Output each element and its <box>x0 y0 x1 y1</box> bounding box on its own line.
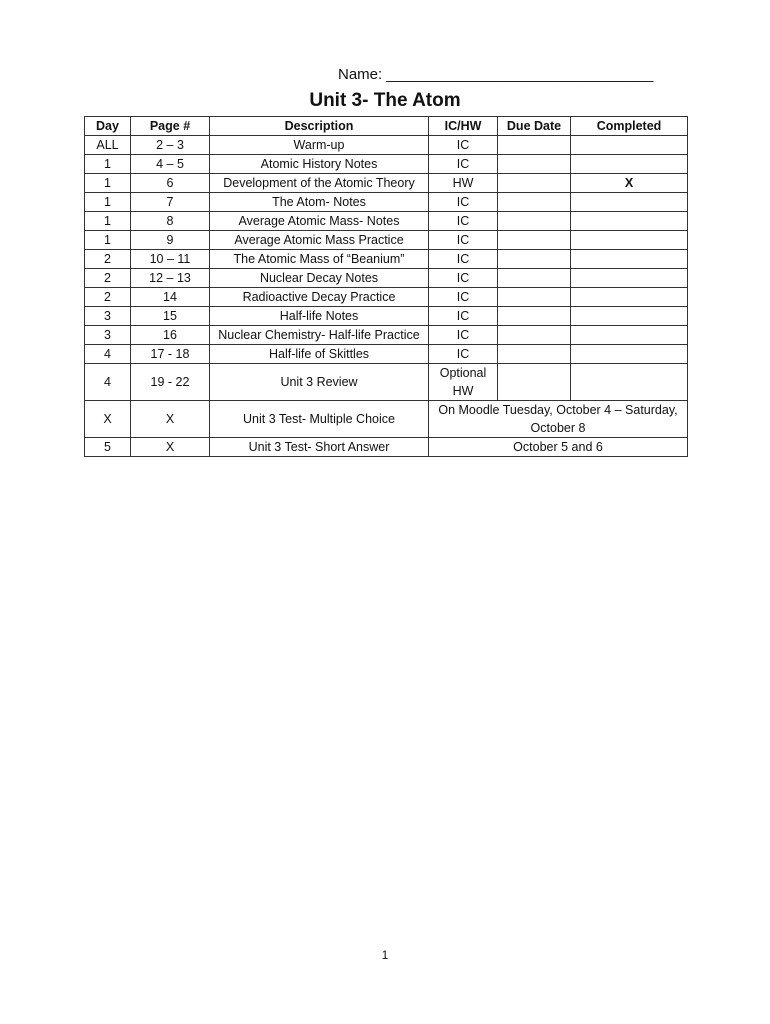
cell-description: Nuclear Chemistry- Half-life Practice <box>210 326 429 345</box>
cell-test-schedule-note: October 5 and 6 <box>429 438 688 457</box>
cell-day: 3 <box>85 326 131 345</box>
cell-day: X <box>85 401 131 438</box>
cell-description: Average Atomic Mass Practice <box>210 231 429 250</box>
cell-ichw: IC <box>429 269 498 288</box>
cell-description: Nuclear Decay Notes <box>210 269 429 288</box>
table-row <box>85 345 688 364</box>
cell-page: 15 <box>131 307 210 326</box>
table-row <box>85 136 688 155</box>
cell-page: 14 <box>131 288 210 307</box>
cell-ichw: IC <box>429 231 498 250</box>
cell-ichw: IC <box>429 307 498 326</box>
table-row <box>85 174 688 193</box>
column-header-due-date: Due Date <box>498 117 571 136</box>
cell-day: 1 <box>85 155 131 174</box>
cell-page: 12 – 13 <box>131 269 210 288</box>
cell-due-date <box>498 288 571 307</box>
cell-ichw: IC <box>429 155 498 174</box>
cell-due-date <box>498 269 571 288</box>
cell-ichw: IC <box>429 345 498 364</box>
table-row <box>85 307 688 326</box>
cell-day: 1 <box>85 231 131 250</box>
cell-day: 1 <box>85 193 131 212</box>
cell-page: 2 – 3 <box>131 136 210 155</box>
cell-due-date <box>498 364 571 401</box>
cell-due-date <box>498 231 571 250</box>
cell-page: 6 <box>131 174 210 193</box>
cell-page: 9 <box>131 231 210 250</box>
cell-completed <box>571 288 688 307</box>
cell-completed <box>571 231 688 250</box>
cell-due-date <box>498 155 571 174</box>
cell-day: 3 <box>85 307 131 326</box>
cell-page: 10 – 11 <box>131 250 210 269</box>
cell-completed <box>571 345 688 364</box>
cell-page: 17 - 18 <box>131 345 210 364</box>
table-row <box>85 250 688 269</box>
cell-due-date <box>498 307 571 326</box>
cell-day: 2 <box>85 288 131 307</box>
cell-completed <box>571 193 688 212</box>
cell-completed <box>571 307 688 326</box>
cell-ichw: IC <box>429 212 498 231</box>
cell-test-schedule-note: On Moodle Tuesday, October 4 – Saturday, October 8 <box>429 401 688 438</box>
assignment-table <box>84 116 688 457</box>
table-row <box>85 231 688 250</box>
table-header-row <box>85 117 688 136</box>
column-header-day: Day <box>85 117 131 136</box>
title-text: Unit 3- The Atom <box>309 90 461 111</box>
table-row <box>85 193 688 212</box>
cell-completed <box>571 250 688 269</box>
cell-description: The Atom- Notes <box>210 193 429 212</box>
cell-day: 1 <box>85 212 131 231</box>
cell-due-date <box>498 174 571 193</box>
test-row <box>85 401 688 438</box>
table-row <box>85 155 688 174</box>
cell-description: Average Atomic Mass- Notes <box>210 212 429 231</box>
cell-completed <box>571 364 688 401</box>
cell-day: 2 <box>85 269 131 288</box>
cell-description: Half-life of Skittles <box>210 345 429 364</box>
cell-page: 19 - 22 <box>131 364 210 401</box>
cell-ichw: IC <box>429 250 498 269</box>
cell-description: Warm-up <box>210 136 429 155</box>
table-row <box>85 326 688 345</box>
cell-ichw: IC <box>429 136 498 155</box>
table-row <box>85 364 688 401</box>
cell-day: ALL <box>85 136 131 155</box>
cell-due-date <box>498 136 571 155</box>
cell-ichw: Optional HW <box>429 364 498 401</box>
cell-ichw: IC <box>429 193 498 212</box>
cell-page: 4 – 5 <box>131 155 210 174</box>
cell-day: 1 <box>85 174 131 193</box>
cell-due-date <box>498 250 571 269</box>
cell-completed <box>571 326 688 345</box>
cell-due-date <box>498 326 571 345</box>
page-title <box>0 90 770 112</box>
column-header-page: Page # <box>131 117 210 136</box>
column-header-completed: Completed <box>571 117 688 136</box>
page-number: 1 <box>381 948 389 962</box>
cell-due-date <box>498 193 571 212</box>
cell-page: X <box>131 401 210 438</box>
name-field-label: Name: ________________________________ <box>338 66 654 83</box>
cell-description: Atomic History Notes <box>210 155 429 174</box>
cell-description: Radioactive Decay Practice <box>210 288 429 307</box>
cell-completed <box>571 155 688 174</box>
cell-page: 8 <box>131 212 210 231</box>
test-row <box>85 438 688 457</box>
column-header-ichw: IC/HW <box>429 117 498 136</box>
column-header-description: Description <box>210 117 429 136</box>
cell-ichw: IC <box>429 326 498 345</box>
cell-completed: X <box>571 174 688 193</box>
cell-page: 16 <box>131 326 210 345</box>
cell-page: 7 <box>131 193 210 212</box>
cell-ichw: IC <box>429 288 498 307</box>
cell-due-date <box>498 345 571 364</box>
cell-description: Unit 3 Test- Short Answer <box>210 438 429 457</box>
cell-ichw: HW <box>429 174 498 193</box>
table-body <box>85 136 688 457</box>
cell-day: 4 <box>85 345 131 364</box>
cell-description: The Atomic Mass of “Beanium” <box>210 250 429 269</box>
cell-day: 2 <box>85 250 131 269</box>
table-row <box>85 269 688 288</box>
cell-description: Half-life Notes <box>210 307 429 326</box>
table-row <box>85 212 688 231</box>
cell-completed <box>571 212 688 231</box>
cell-page: X <box>131 438 210 457</box>
cell-completed <box>571 136 688 155</box>
cell-description: Unit 3 Review <box>210 364 429 401</box>
cell-completed <box>571 269 688 288</box>
cell-day: 4 <box>85 364 131 401</box>
cell-due-date <box>498 212 571 231</box>
cell-description: Development of the Atomic Theory <box>210 174 429 193</box>
table-row <box>85 288 688 307</box>
cell-description: Unit 3 Test- Multiple Choice <box>210 401 429 438</box>
cell-day: 5 <box>85 438 131 457</box>
